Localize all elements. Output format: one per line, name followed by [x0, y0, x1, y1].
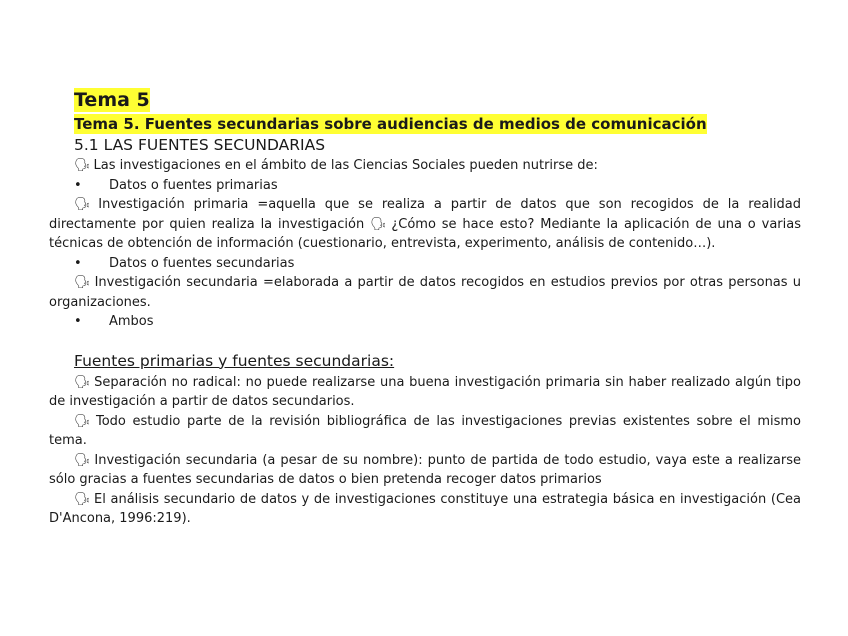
fp-point-text: Investigación secundaria (a pesar de su nombre): punto de partida de todo estudio, vaya este a realizarse sólo gracias a fuentes secundarias de datos o bien pretenda recoger datos primarios — [49, 452, 801, 487]
intro-paragraph — [49, 156, 801, 176]
speaking-head-icon: 🗣 — [74, 452, 92, 468]
speaking-head-icon: 🗣 — [74, 275, 92, 290]
primary-def-a: Investigación primaria =aquella que se realiza a partir de datos que son recogidos de la realidad directamente por quien realiza la investigación — [49, 197, 801, 232]
fp-point-text: El análisis secundario de datos y de investigaciones constituye una estrategia básica en investigación (Cea D'Ancona, 1996:219). — [49, 491, 801, 526]
fp-point-text: Separación no radical: no puede realizarse una buena investigación primaria sin haber realizado algún tipo de investigación a partir de datos secundarios. — [49, 374, 801, 409]
fp-point-text: Todo estudio parte de la revisión bibliográfica de las investigaciones previas existentes sobre el mismo tema. — [49, 413, 801, 448]
speaking-head-icon: 🗣 — [74, 197, 96, 212]
source-list-both — [49, 312, 801, 332]
intro-text: Las investigaciones en el ámbito de las Ciencias Sociales pueden nutrirse de: — [93, 158, 598, 173]
fp-point — [49, 490, 801, 529]
fp-heading: Fuentes primarias y fuentes secundarias: — [74, 351, 395, 370]
source-list-primary — [49, 176, 801, 196]
speaking-head-icon: 🗣 — [370, 216, 389, 232]
source-list-secondary — [49, 254, 801, 274]
speaking-head-icon: 🗣 — [74, 158, 91, 173]
subtitle: Tema 5. Fuentes secundarias sobre audiencias de medios de comunicación — [74, 115, 707, 133]
fp-point — [49, 451, 801, 490]
list-item-both: • Ambos — [49, 312, 801, 332]
speaking-head-icon: 🗣 — [74, 374, 92, 390]
speaking-head-icon: 🗣 — [74, 413, 93, 429]
fp-point — [49, 412, 801, 451]
primary-definition — [49, 195, 801, 254]
fp-point — [49, 373, 801, 412]
list-item-secondary: • Datos o fuentes secundarias — [49, 254, 801, 274]
secondary-definition — [49, 273, 801, 312]
title: Tema 5 — [74, 89, 150, 111]
primary-def-b: ¿Cómo se hace esto? Mediante la aplicación de una o varias técnicas de obtención de información (cuestionario, entrevista, experimento, análisis de contenido…). — [49, 216, 801, 251]
list-item-primary: • Datos o fuentes primarias — [49, 176, 801, 196]
section-heading: 5.1 LAS FUENTES SECUNDARIAS — [74, 136, 326, 154]
speaking-head-icon: 🗣 — [74, 491, 92, 507]
secondary-def: Investigación secundaria =elaborada a partir de datos recogidos en estudios previos por otras personas u organizaciones. — [49, 275, 801, 310]
document-page — [49, 88, 801, 529]
